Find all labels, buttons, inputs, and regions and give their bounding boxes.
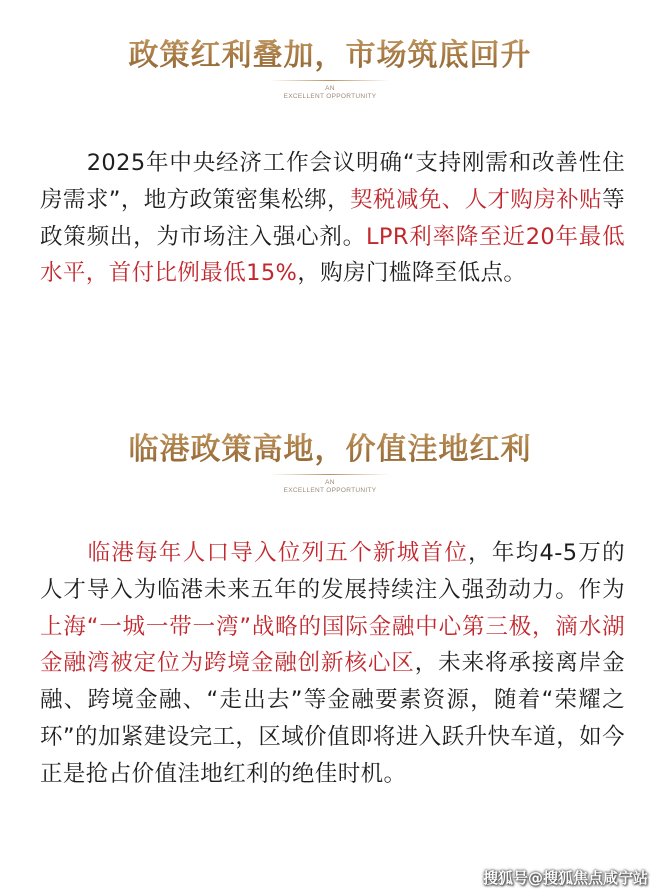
body-text: 等政策频出，为市场注入强心剂。 — [40, 186, 625, 250]
body-text — [40, 540, 88, 566]
body-text: ，购房门槛降至低点。 — [297, 260, 527, 287]
body-text: ，年均4-5万的人才导入为临港未来五年的发展持续注入强劲动力。作为 — [40, 540, 625, 603]
ornament-text-an: AN — [325, 85, 335, 92]
section-title-lingang: 临港政策高地，价值洼地红利 — [0, 424, 660, 468]
paragraph-policy — [40, 145, 625, 292]
paragraph-lingang — [40, 535, 625, 793]
ornament-text-opportunity: EXCELLENT OPPORTUNITY — [283, 93, 377, 100]
highlight-text: 上海“一城一带一湾”战略的国际金融中心第三极，滴水湖金融湾被定位为跨境金融创新核心区 — [40, 613, 625, 677]
ornament-text-opportunity: EXCELLENT OPPORTUNITY — [283, 487, 377, 494]
highlight-text: 契税减免、人才购房补贴 — [350, 186, 603, 213]
ornament-text-an: AN — [325, 479, 335, 486]
title-ornament — [0, 80, 660, 101]
section-title-policy: 政策红利叠加，市场筑底回升 — [0, 30, 660, 74]
ornament-divider — [270, 474, 390, 475]
body-text: 2025年中央经济工作会议明确“支持刚需和改善性住房需求”，地方政策密集松绑， — [40, 150, 625, 213]
highlight-text: LPR利率降至近20年最低水平，首付比例最低15% — [40, 223, 625, 287]
body-text: ，未来将承接离岸金融、跨境金融、“走出去”等金融要素资源，随着“荣耀之环”的加紧建设完工，区域价值即将进入跃升快车道，如今正是抢占价值洼地红利的绝佳时机。 — [40, 650, 625, 787]
highlight-text: 临港每年人口导入位列五个新城首位 — [87, 540, 469, 566]
watermark: 搜狐号@搜狐焦点咸宁站 — [482, 869, 648, 887]
title-ornament — [0, 474, 660, 495]
ornament-divider — [270, 80, 390, 81]
